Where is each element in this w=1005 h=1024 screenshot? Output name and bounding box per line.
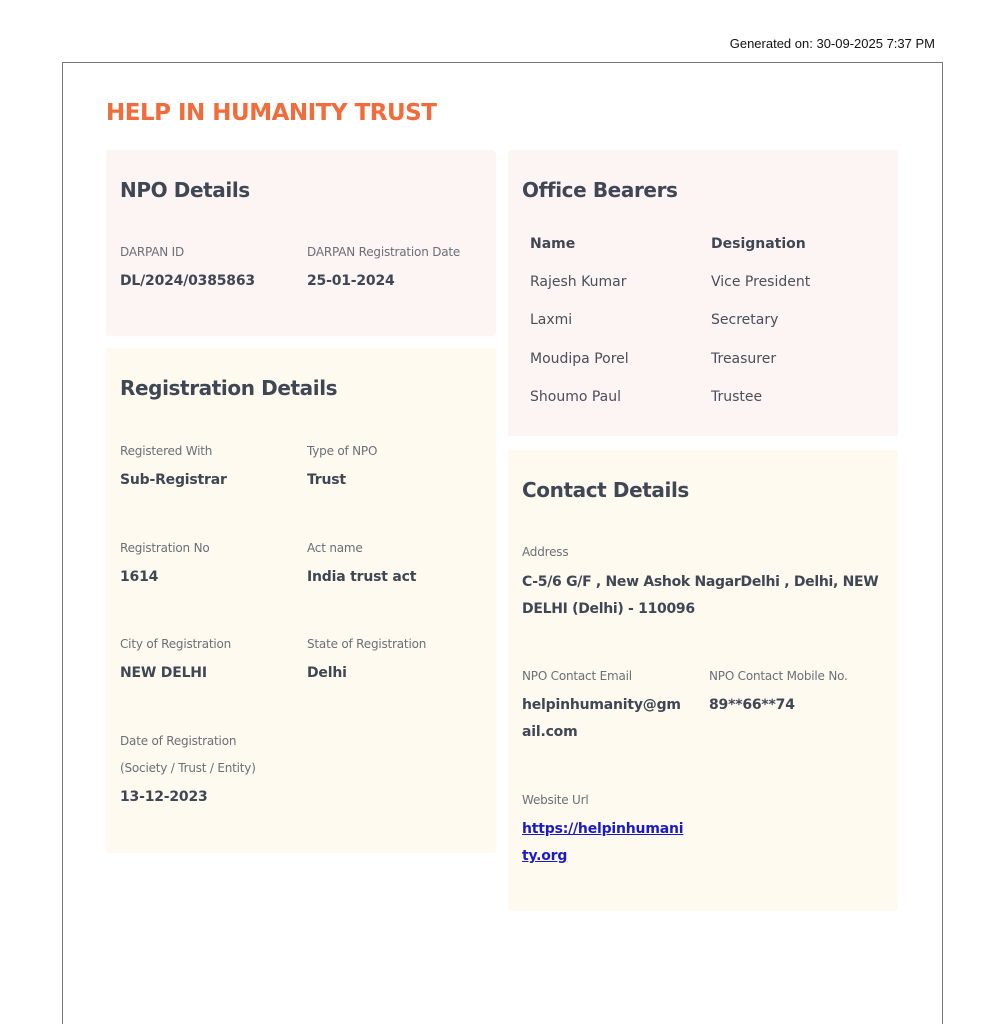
table-row <box>530 351 890 373</box>
darpan-id-label: DARPAN ID <box>120 245 185 259</box>
bearer-designation: Secretary <box>711 312 779 328</box>
bearer-designation: Trustee <box>711 389 763 405</box>
registration-date-label: Date of Registration <box>120 734 237 748</box>
address-value: C-5/6 G/F , New Ashok NagarDelhi , Delhi, NEW DELHI (Delhi) - 110096 <box>522 574 879 617</box>
darpan-id-value: DL/2024/0385863 <box>120 273 255 289</box>
bearer-designation: Treasurer <box>711 351 777 367</box>
npo-type-label: Type of NPO <box>307 444 378 458</box>
table-row <box>530 312 890 334</box>
npo-type-value: Trust <box>307 472 346 488</box>
website-label: Website Url <box>522 793 589 807</box>
mobile-value: 89**66**74 <box>709 697 795 713</box>
table-row <box>530 274 890 296</box>
email-line-1: helpinhumanity@gm <box>522 697 681 713</box>
registration-date-value: 13-12-2023 <box>120 789 208 805</box>
state-label: State of Registration <box>307 637 427 651</box>
npo-details-card <box>106 150 496 336</box>
npo-details-title: NPO Details <box>120 178 250 202</box>
city-value: NEW DELHI <box>120 665 207 681</box>
registration-details-title: Registration Details <box>120 376 338 400</box>
darpan-date-value: 25-01-2024 <box>307 273 395 289</box>
address-label: Address <box>522 545 569 559</box>
state-value: Delhi <box>307 665 347 681</box>
organization-name: HELP IN HUMANITY TRUST <box>106 100 437 126</box>
registered-with-label: Registered With <box>120 444 213 458</box>
email-line-2: ail.com <box>522 724 578 740</box>
website-link[interactable] <box>522 816 683 870</box>
email-value[interactable] <box>522 692 681 746</box>
website-line-2: ty.org <box>522 848 568 864</box>
registration-date-sublabel: (Society / Trust / Entity) <box>120 761 256 775</box>
act-name-value: India trust act <box>307 569 417 585</box>
office-bearers-card <box>508 150 898 436</box>
office-bearers-header-row <box>530 236 890 258</box>
bearer-name: Laxmi <box>530 312 573 328</box>
registration-details-card <box>106 348 496 853</box>
office-bearers-title: Office Bearers <box>522 178 678 202</box>
registration-no-label: Registration No <box>120 541 210 555</box>
bearer-designation: Vice President <box>711 274 811 290</box>
bearer-name: Rajesh Kumar <box>530 274 627 290</box>
mobile-label: NPO Contact Mobile No. <box>709 669 848 683</box>
contact-details-card <box>508 450 898 911</box>
generated-timestamp: Generated on: 30-09-2025 7:37 PM <box>729 36 935 51</box>
table-row <box>530 389 890 411</box>
act-name-label: Act name <box>307 541 363 555</box>
column-header-name: Name <box>530 236 576 252</box>
bearer-name: Shoumo Paul <box>530 389 622 405</box>
bearer-name: Moudipa Porel <box>530 351 629 367</box>
registration-no-value: 1614 <box>120 569 159 585</box>
city-label: City of Registration <box>120 637 232 651</box>
registered-with-value: Sub-Registrar <box>120 472 227 488</box>
email-label: NPO Contact Email <box>522 669 632 683</box>
contact-details-title: Contact Details <box>522 478 689 502</box>
column-header-designation: Designation <box>711 236 806 252</box>
website-line-1: https://helpinhumani <box>522 821 684 837</box>
darpan-date-label: DARPAN Registration Date <box>307 245 461 259</box>
